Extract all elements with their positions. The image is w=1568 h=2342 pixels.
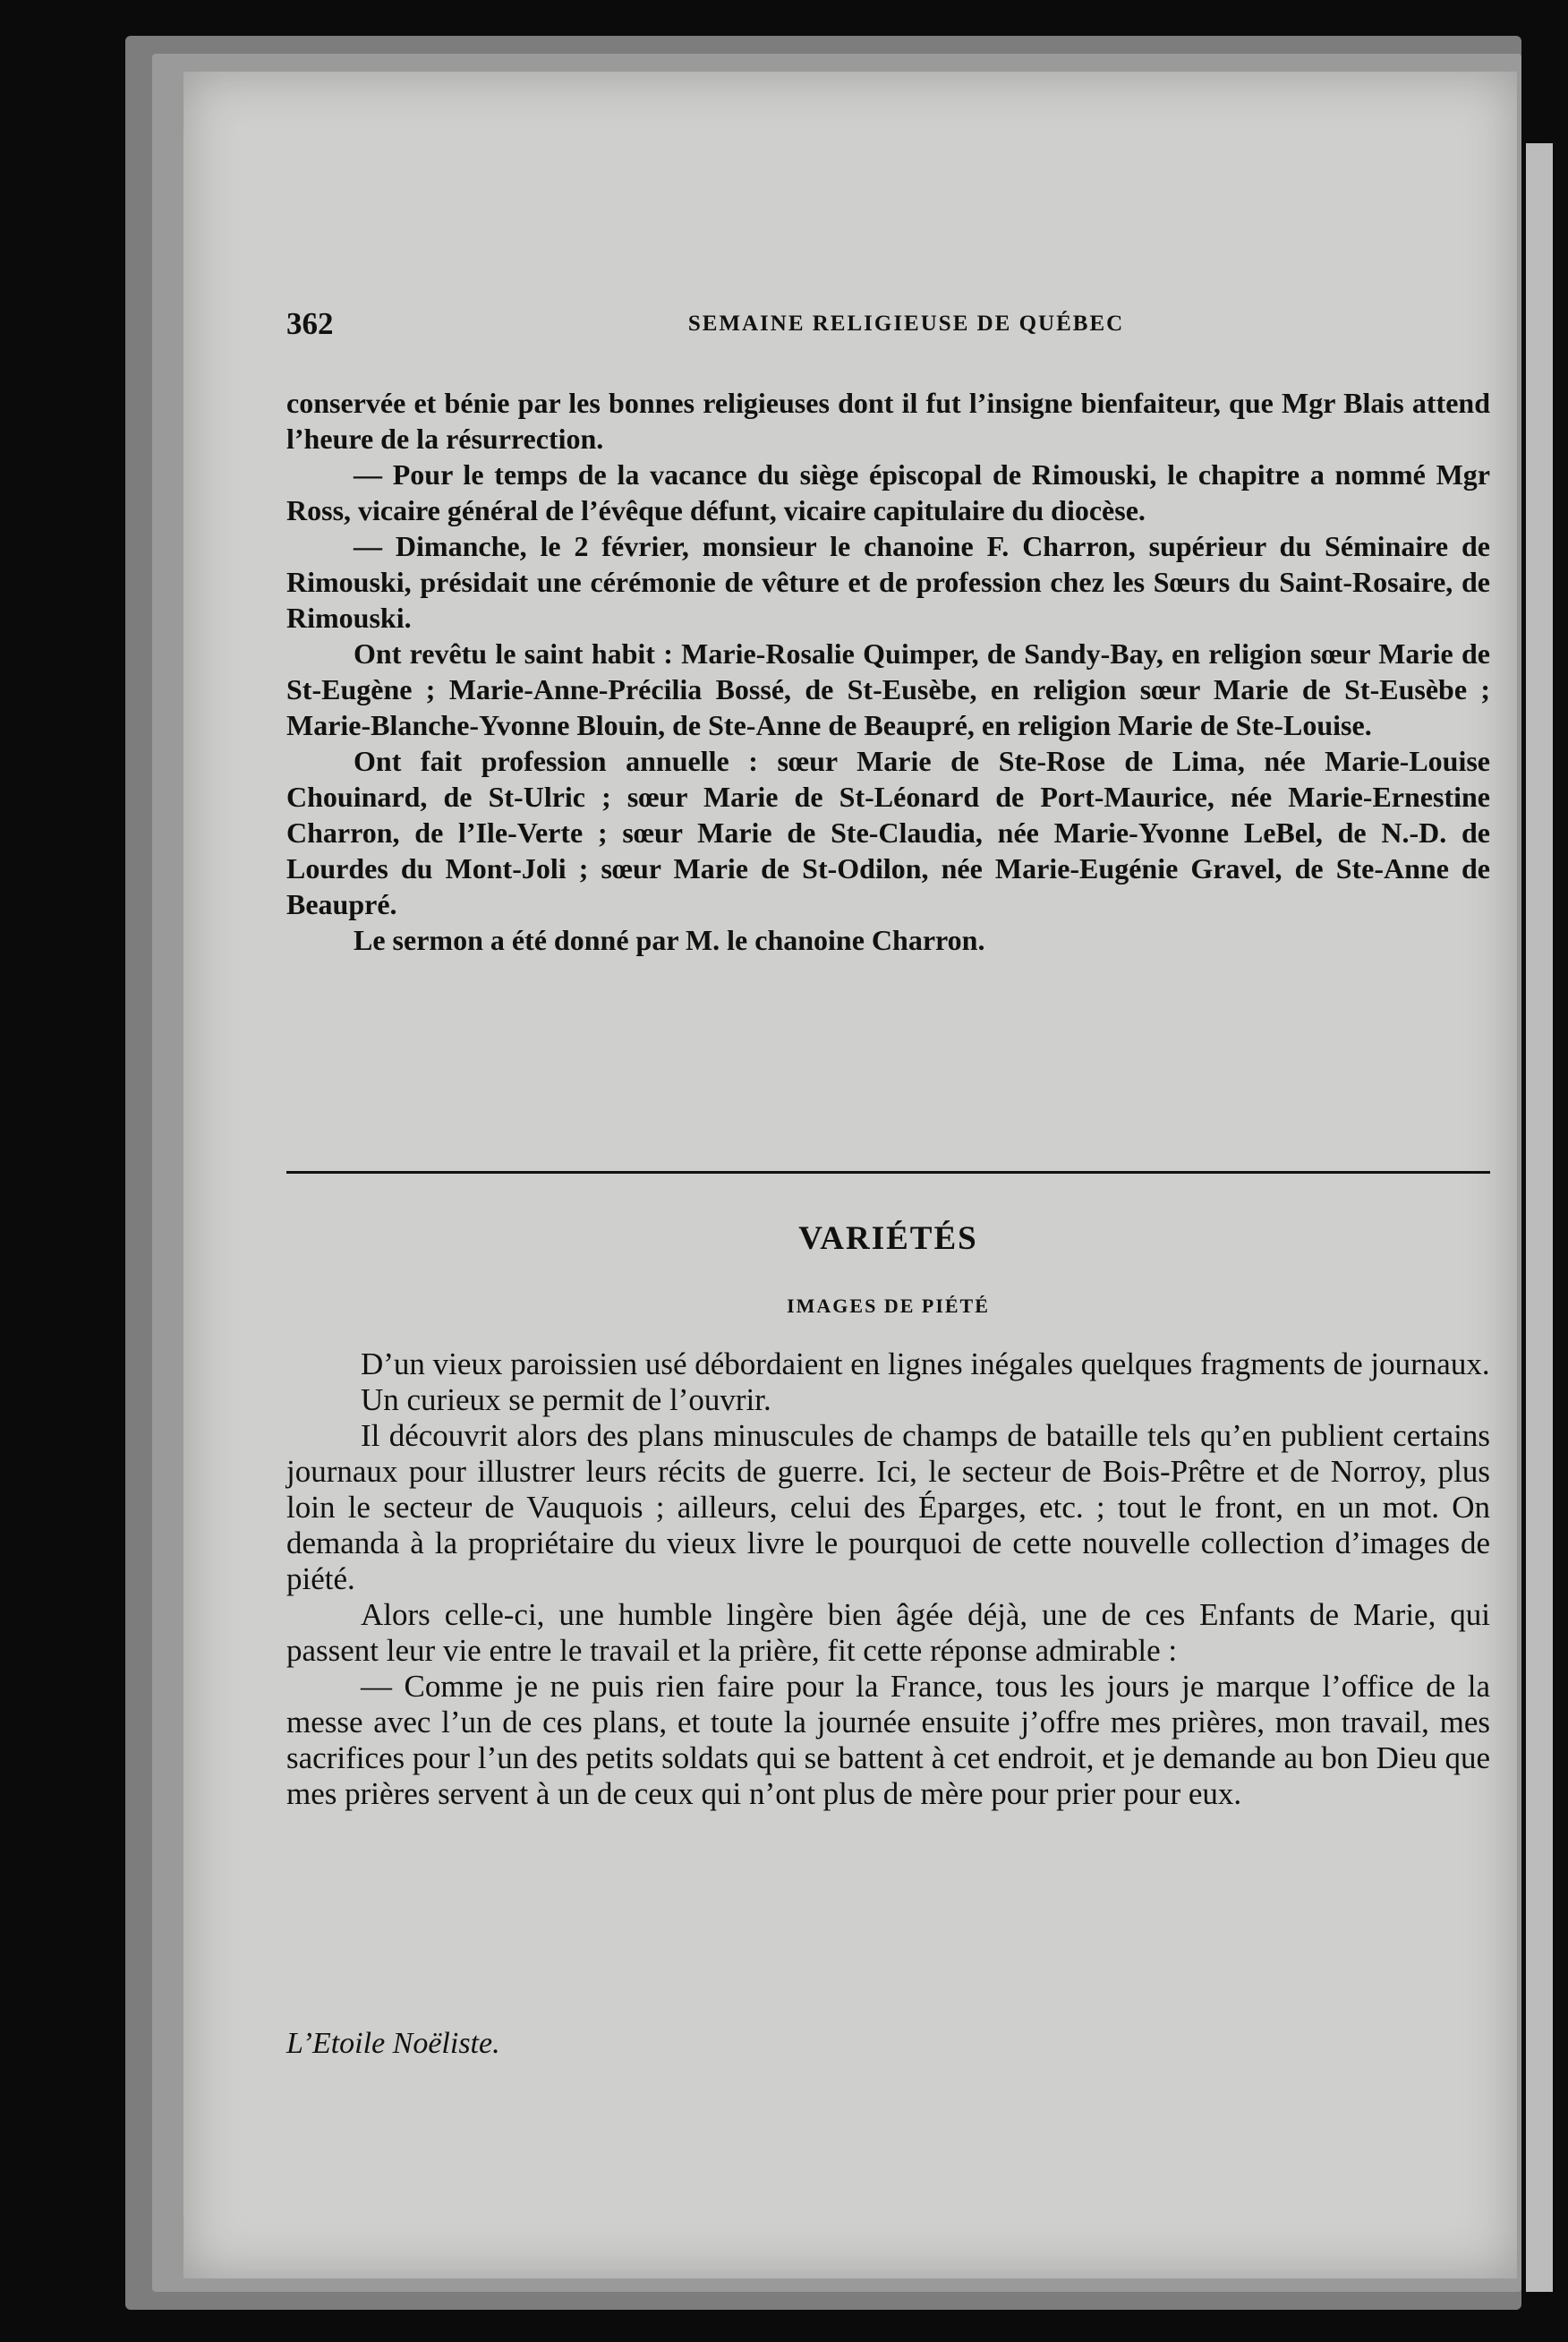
paragraph: Le sermon a été donné par M. le chanoine Charron. — [354, 924, 985, 956]
section-title: VARIÉTÉS — [798, 1220, 978, 1257]
paragraph: Un curieux se permit de l’ouvrir. — [361, 1382, 771, 1417]
section-divider — [286, 1171, 1490, 1174]
paragraph: D’un vieux paroissien usé débordaient en lignes inégales quelques fragments de journaux. — [361, 1346, 1490, 1381]
paragraph: Alors celle-ci, une humble lingère bien âgée déjà, une de ces Enfants de Marie, qui passent leur vie entre le travail et la prière, fit cette réponse admirable : — [286, 1597, 1490, 1668]
running-title: SEMAINE RELIGIEUSE DE QUÉBEC — [687, 312, 1125, 336]
paragraph: — Dimanche, le 2 février, monsieur le chanoine F. Charron, supérieur du Séminaire de Rimouski, présidait une cérémonie de vêture et de profession chez les Sœurs du Saint-Rosaire, de Rimouski. — [286, 530, 1490, 634]
paragraph: Ont revêtu le saint habit : Marie-Rosalie Quimper, de Sandy-Bay, en religion sœur Marie de St-Eugène ; Marie-Anne-Précilia Bossé, de St-Eusèbe, en religion sœur Marie de St-Eusèbe ; Marie-Blanche-Yvonne Blouin, de Ste-Anne de Beaupré, en religion Marie de Ste-Louise. — [286, 637, 1490, 741]
paragraph: Ont fait profession annuelle : sœur Marie de Ste-Rose de Lima, née Marie-Louise Chouinard, de St-Ulric ; sœur Marie de St-Léonard de Port-Maurice, née Marie-Ernestine Charron, de l’Ile-Verte ; sœur Marie de Ste-Claudia, née Marie-Yvonne LeBel, de N.-D. de Lourdes du Mont-Joli ; sœur Marie de St-Odilon, née Marie-Eugénie Gravel, de Ste-Anne de Beaupré. — [286, 745, 1490, 920]
paragraph: Il découvrit alors des plans minuscules de champs de bataille tels qu’en publient certains journaux pour illustrer leurs récits de guerre. Ici, le secteur de Bois-Prêtre et de Norroy, plus loin le secteur de Vauquois ; ailleurs, celui des Éparges, etc. ; tout le front, en un mot. On demanda à la propriétaire du vieux livre le pourquoi de cette nouvelle collection d’images de piété. — [286, 1418, 1490, 1596]
article-body — [286, 1346, 1490, 1812]
paragraph: — Comme je ne puis rien faire pour la France, tous les jours je marque l’office de la messe avec l’un de ces plans, et toute la journée ensuite j’offre mes prières, mon travail, mes sacrifices pour l’un des petits soldats qui se battent à cet endroit, et je demande au bon Dieu que mes prières servent à un de ceux qui n’ont plus de mère pour prier pour eux. — [286, 1669, 1490, 1811]
paragraph: — Pour le temps de la vacance du siège épiscopal de Rimouski, le chapitre a nommé Mgr Ross, vicaire général de l’évêque défunt, vicaire capitulaire du diocèse. — [286, 458, 1490, 526]
paragraph: conservée et bénie par les bonnes religieuses dont il fut l’insigne bienfaiteur, que Mgr Blais attend l’heure de la résurrection. — [286, 387, 1490, 455]
article-source: L’Etoile Noëliste. — [286, 2027, 500, 2060]
document-page — [183, 72, 1517, 2278]
next-page-edge — [1526, 143, 1553, 2292]
page-header — [286, 306, 1490, 351]
news-section — [286, 385, 1490, 958]
article-title: IMAGES DE PIÉTÉ — [787, 1295, 990, 1317]
page-number: 362 — [286, 306, 334, 341]
